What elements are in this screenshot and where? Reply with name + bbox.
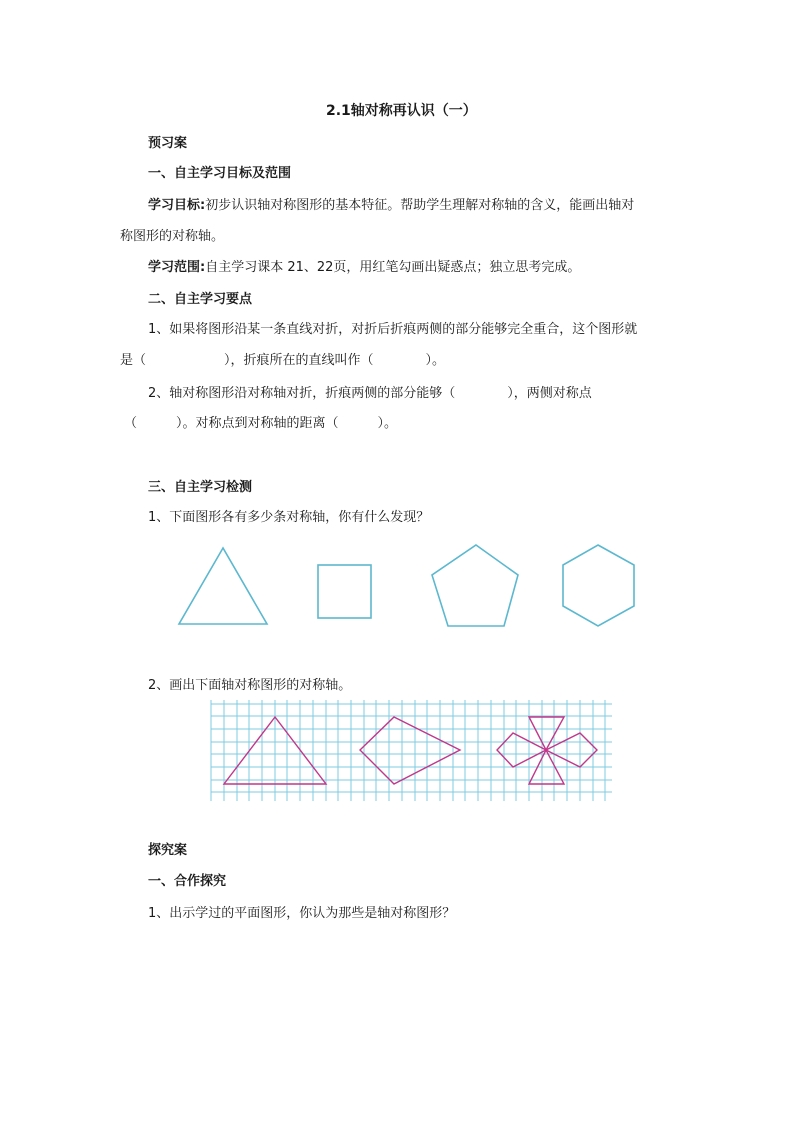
question-2: 2、画出下面轴对称图形的对称轴。	[148, 678, 352, 693]
explore-section-heading: 一、合作探究	[148, 874, 227, 889]
keypoint-2-line-2: （ ）。对称点到对称轴的距离（ ）。	[124, 416, 398, 431]
range-label: 学习范围:	[148, 260, 206, 275]
keypoint-1-line-2: 是（ ），折痕所在的直线叫作（ ）。	[120, 353, 446, 368]
goal-label: 学习目标:	[148, 198, 206, 213]
bowtie-flower-figure	[497, 717, 597, 784]
grid-lines	[211, 700, 612, 801]
explore-question-1: 1、出示学过的平面图形，你认为那些是轴对称图形？	[148, 906, 456, 921]
section-heading-goals: 一、自主学习目标及范围	[148, 166, 292, 181]
range-text: 自主学习课本 21、22页，用红笔勾画出疑惑点；独立思考完成。	[205, 260, 581, 275]
kite-figure	[360, 717, 460, 784]
explore-heading: 探究案	[148, 843, 188, 858]
page-title: 2.1轴对称再认识（一）	[326, 103, 477, 119]
section-heading-check: 三、自主学习检测	[148, 480, 253, 495]
preview-heading: 预习案	[148, 136, 188, 151]
section-heading-keypoints: 二、自主学习要点	[148, 292, 253, 307]
goal-text: 初步认识轴对称图形的基本特征。帮助学生理解对称轴的含义，能画出轴对	[205, 198, 635, 213]
goal-line-2: 称图形的对称轴。	[120, 229, 225, 244]
question-1: 1、下面图形各有多少条对称轴，你有什么发现？	[148, 510, 430, 525]
keypoint-1-line-1: 1、如果将图形沿某一条直线对折，对折后折痕两侧的部分能够完全重合，这个图形就	[148, 322, 638, 337]
keypoint-2-line-1: 2、轴对称图形沿对称轴对折，折痕两侧的部分能够（ ），两侧对称点	[148, 386, 592, 401]
